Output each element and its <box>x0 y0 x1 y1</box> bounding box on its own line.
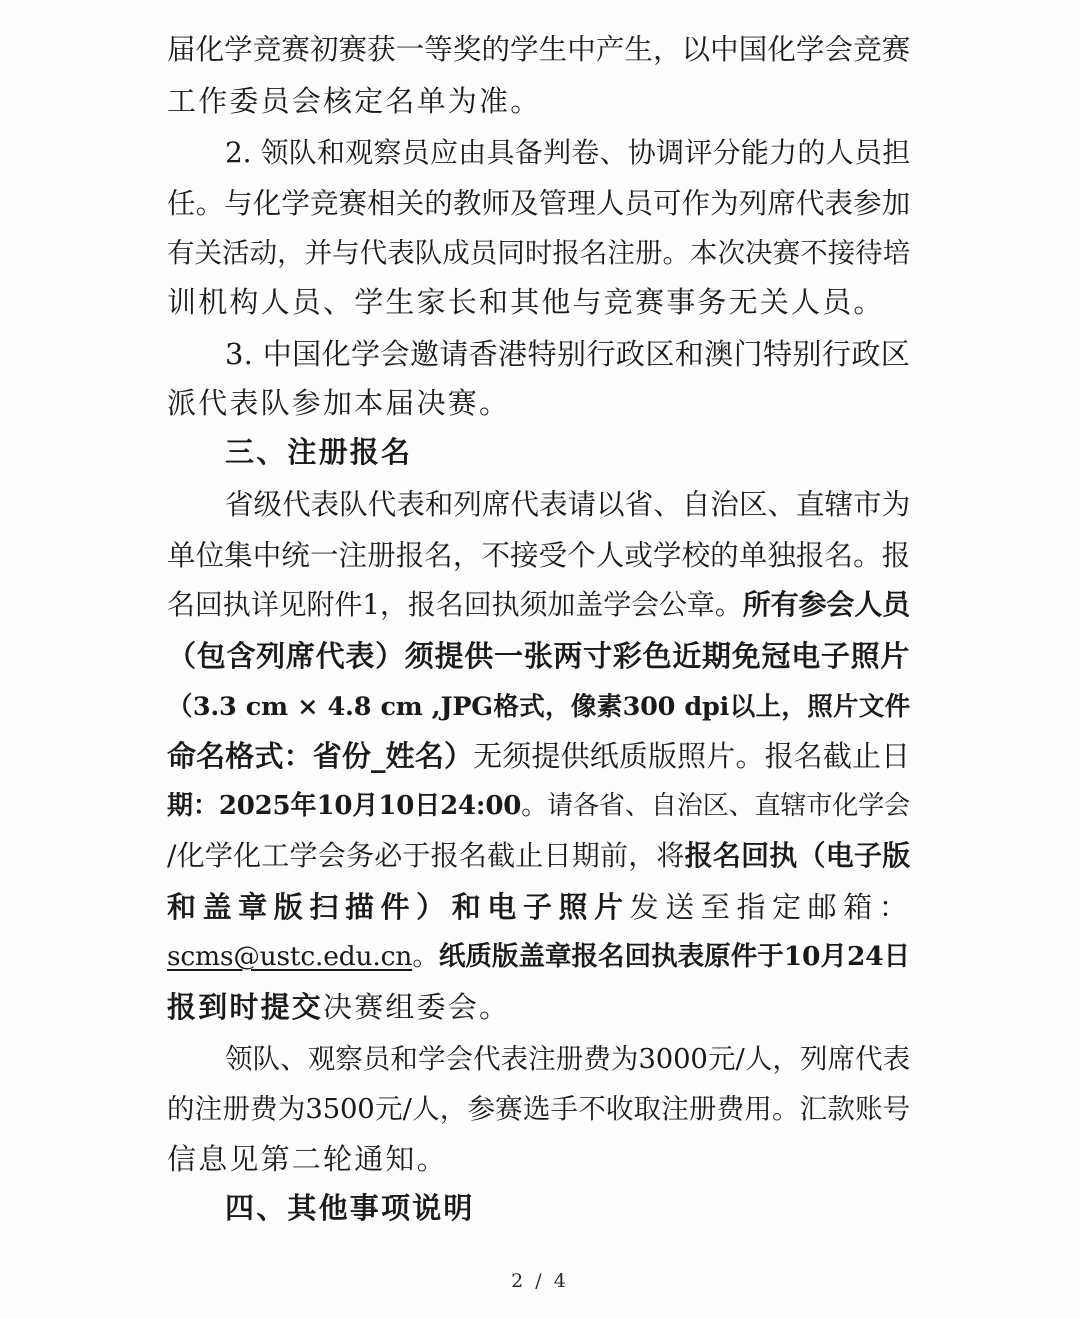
text-line <box>167 233 910 273</box>
bold-text-segment: 和盖章版扫描件）和电子照片 <box>167 890 630 924</box>
text-line <box>167 585 910 625</box>
email-link[interactable]: scms@ustc.edu.cn <box>167 941 413 972</box>
text-line <box>167 30 910 70</box>
bold-text-segment: 期： <box>167 791 219 821</box>
text-segment: 发送至指定邮箱： <box>629 890 910 924</box>
bold-text-segment: 所有参会人员 <box>742 588 910 621</box>
text-line <box>167 1089 910 1129</box>
text-segment: 工作委员会核定名单为准。 <box>167 84 542 118</box>
text-segment: 的注册费为3500元/人，参赛选手不收取注册费用。汇款账号 <box>167 1093 910 1125</box>
bold-text-segment: （3.3 cm × 4.8 cm ,JPG格式，像素300 dpi以上，照片文件 <box>167 692 910 722</box>
text-line <box>225 1039 910 1079</box>
text-line <box>167 1139 910 1179</box>
text-line <box>225 133 910 173</box>
bold-text-segment: （包含列席代表）须提供一张两寸彩色近期免冠电子照片 <box>167 639 910 673</box>
text-line <box>167 937 910 977</box>
text-segment: 训机构人员、学生家长和其他与竞赛事务无关人员。 <box>167 285 885 319</box>
text-segment: 无须提供纸质版照片。报名截止日 <box>473 739 910 773</box>
text-line <box>167 282 910 322</box>
deadline-date: 2025年10月10日24:00 <box>218 791 522 821</box>
text-line <box>167 736 910 776</box>
bold-text-segment: 纸质版盖章报名回执表原件于10月24日 <box>438 941 910 972</box>
bold-text-segment: 报到时提交 <box>167 990 324 1024</box>
text-line <box>167 987 910 1027</box>
section-heading <box>225 432 910 472</box>
text-segment: 名回执详见附件1，报名回执须加盖学会公章。 <box>167 588 743 621</box>
text-line <box>225 485 910 525</box>
text-line <box>167 81 910 121</box>
text-segment: 2. 领队和观察员应由具备判卷、协调评分能力的人员担 <box>225 136 910 169</box>
text-segment: 决赛组委会。 <box>323 990 511 1024</box>
text-segment: /化学化工学会务必于报名截止日期前，将 <box>167 839 685 872</box>
text-segment: 有关活动，并与代表队成员同时报名注册。本次决赛不接待培 <box>167 237 910 269</box>
text-segment: 信息见第二轮通知。 <box>167 1142 448 1176</box>
text-line <box>225 334 910 374</box>
bold-text-segment: 命名格式：省份_姓名） <box>167 739 474 773</box>
section-heading <box>225 1188 910 1228</box>
text-line <box>167 184 910 224</box>
text-line <box>167 786 910 826</box>
text-line <box>167 636 910 676</box>
text-segment: 3. 中国化学会邀请香港特别行政区和澳门特别行政区 <box>225 337 910 371</box>
page-number: 2 / 4 <box>511 1270 569 1292</box>
text-segment: 单位集中统一注册报名，不接受个人或学校的单独报名。报 <box>167 539 910 572</box>
text-line <box>167 887 910 927</box>
heading-text: 三、注册报名 <box>225 435 413 469</box>
text-line <box>167 536 910 576</box>
text-segment: 。请各省、自治区、直辖市化学会 <box>521 791 910 821</box>
text-line <box>167 687 910 727</box>
heading-text: 四、其他事项说明 <box>225 1191 475 1225</box>
text-line <box>167 383 910 423</box>
text-line <box>167 836 910 876</box>
text-segment: 届化学竞赛初赛获一等奖的学生中产生，以中国化学会竞赛 <box>167 33 910 66</box>
text-segment: 领队、观察员和学会代表注册费为3000元/人，列席代表 <box>225 1043 910 1075</box>
text-segment: 。 <box>412 941 439 972</box>
text-segment: 任。与化学竞赛相关的教师及管理人员可作为列席代表参加 <box>167 187 910 220</box>
text-segment: 派代表队参加本届决赛。 <box>167 386 511 420</box>
text-segment: 省级代表队代表和列席代表请以省、自治区、直辖市为 <box>225 488 910 521</box>
bold-text-segment: 报名回执（电子版 <box>684 839 910 872</box>
